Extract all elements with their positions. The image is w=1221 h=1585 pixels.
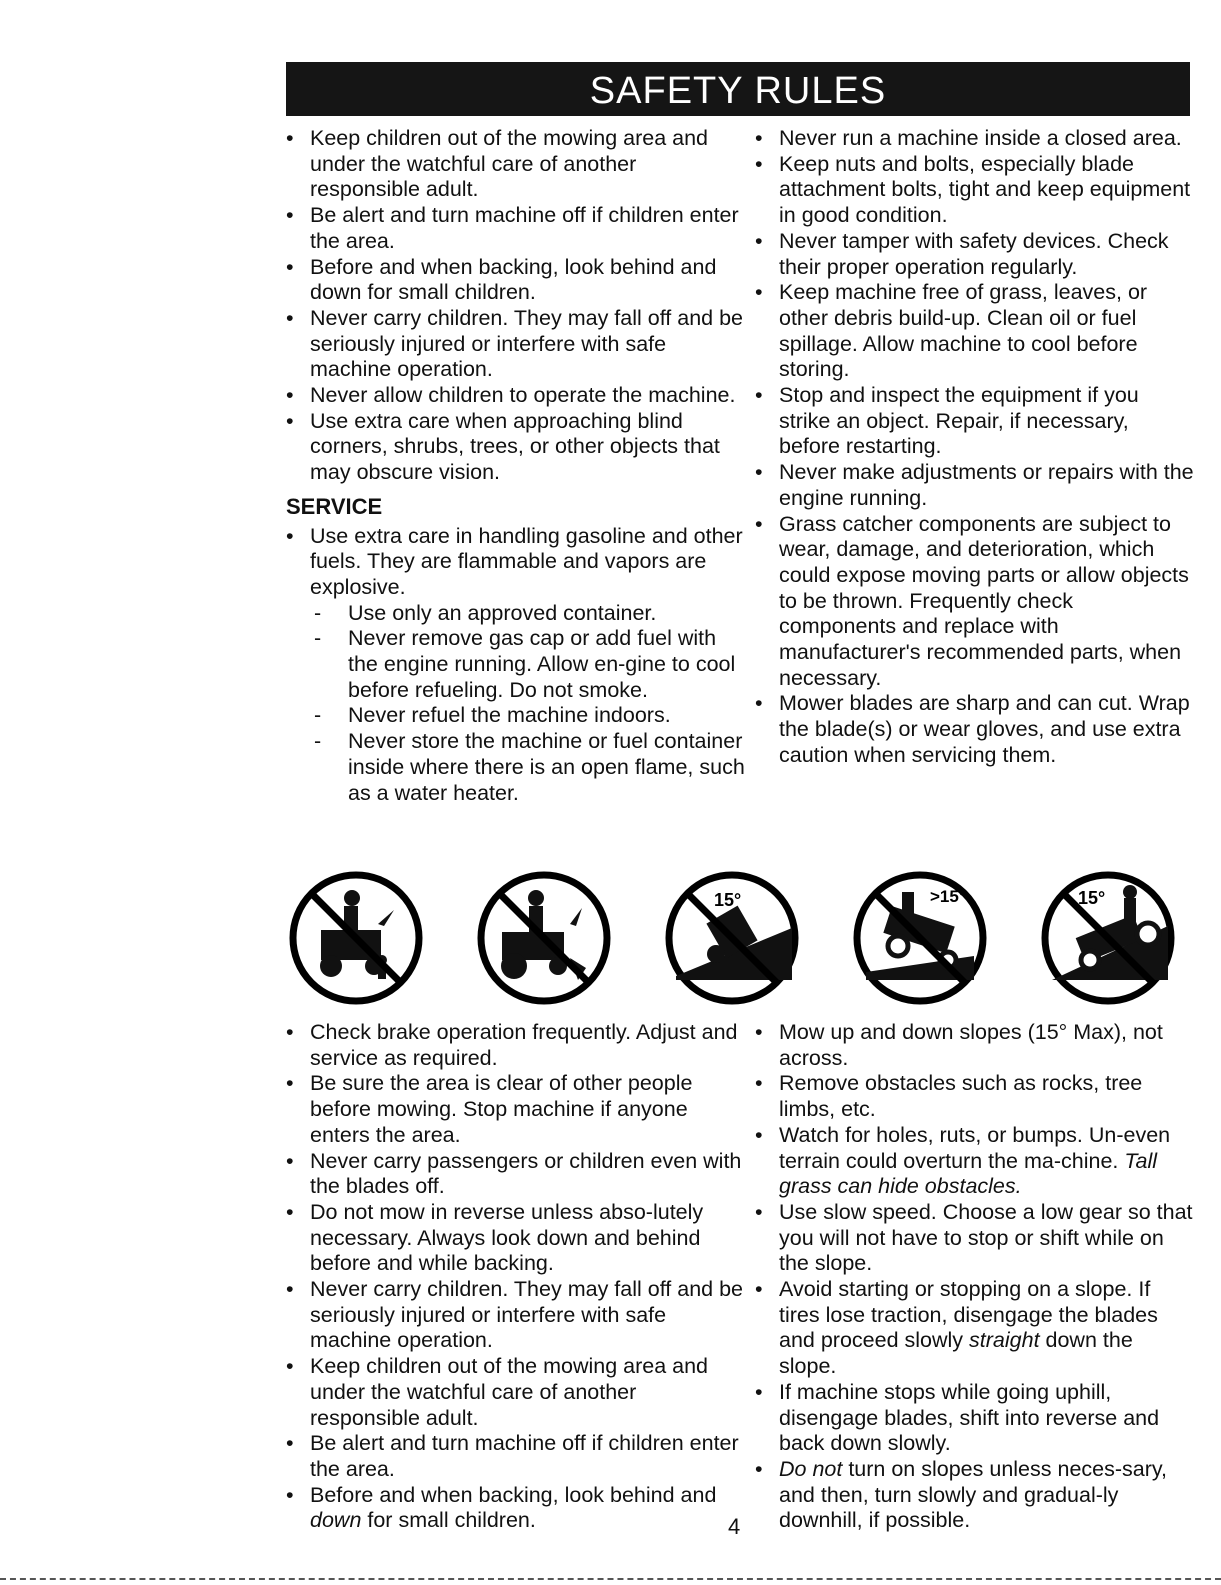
item-text: down the slope. xyxy=(779,1328,1133,1379)
list-item: • Keep children out of the mowing area and under the watchful care of another responsible adult. xyxy=(286,126,746,203)
emphasis-text: straight xyxy=(969,1328,1040,1353)
no-children-near-mower-icon xyxy=(286,868,426,1008)
list-item xyxy=(755,1457,1195,1534)
no-steep-slope-15-icon xyxy=(662,868,802,1008)
list-item: • Check brake operation frequently. Adjust and service as required. xyxy=(286,1020,746,1071)
maintenance-list xyxy=(755,126,1195,769)
no-tip-over-slope-15-icon xyxy=(850,868,990,1008)
emphasis-text: Tall grass can hide obstacles. xyxy=(779,1148,1158,1199)
list-item xyxy=(755,1277,1195,1380)
list-item: • Do not mow in reverse unless abso-lutely necessary. Always look down and behind before and while backing. xyxy=(286,1200,746,1277)
item-text: Avoid starting or stopping on a slope. If tires lose traction, disengage the blades and proceed slowly xyxy=(779,1277,1158,1353)
sub-list-item: - Never refuel the machine indoors. xyxy=(286,703,746,729)
emphasis-text: down xyxy=(310,1508,362,1533)
list-item: • Mower blades are sharp and can cut. Wrap the blade(s) or wear gloves, and use extra caution when servicing them. xyxy=(755,691,1195,768)
top-right-column xyxy=(755,126,1195,769)
bottom-right-column xyxy=(755,1020,1195,1534)
service-list xyxy=(286,524,746,807)
service-heading: SERVICE xyxy=(286,493,383,519)
no-reverse-over-child-icon xyxy=(474,868,614,1008)
list-item: • Be sure the area is clear of other people before mowing. Stop machine if anyone enters the area. xyxy=(286,1071,746,1148)
slope-angle-label: 15° xyxy=(1078,888,1106,908)
emphasis-text: Do not xyxy=(779,1456,843,1481)
list-item xyxy=(755,1123,1195,1200)
list-item: • If machine stops while going uphill, disengage blades, shift into reverse and back down slowly. xyxy=(755,1380,1195,1457)
list-item: • Keep nuts and bolts, especially blade attachment bolts, tight and keep equipment in good condition. xyxy=(755,152,1195,229)
slope-safety-list xyxy=(755,1020,1195,1534)
list-item: • Never carry passengers or children even with the blades off. xyxy=(286,1149,746,1200)
sub-list-item: - Never store the machine or fuel container inside where there is an open flame, such as a water heater. xyxy=(286,729,746,806)
list-item: • Remove obstacles such as rocks, tree limbs, etc. xyxy=(755,1071,1195,1122)
list-item: • Never carry children. They may fall off and be seriously injured or interfere with safe machine operation. xyxy=(286,1277,746,1354)
item-text: for small children. xyxy=(361,1508,536,1533)
item-text: turn on slopes unless neces-sary, and then, turn slowly and gradual-ly downhill, if possible. xyxy=(779,1456,1168,1533)
list-item: • Never carry children. They may fall off and be seriously injured or interfere with safe machine operation. xyxy=(286,306,746,383)
bottom-left-column xyxy=(286,1020,746,1534)
list-item: • Never tamper with safety devices. Check their proper operation regularly. xyxy=(755,229,1195,280)
item-text: Before and when backing, look behind and xyxy=(310,1482,717,1507)
top-left-column xyxy=(286,126,746,806)
list-item: • Keep children out of the mowing area and under the watchful care of another responsible adult. xyxy=(286,1354,746,1431)
sub-list-item: - Never remove gas cap or add fuel with the engine running. Allow en-gine to cool before refueling. Do not smoke. xyxy=(286,626,746,703)
list-item: • Never run a machine inside a closed area. xyxy=(755,126,1195,152)
list-item: • Never make adjustments or repairs with the engine running. xyxy=(755,460,1195,511)
list-item: • Grass catcher components are subject to wear, damage, and deterioration, which could expose moving parts or allow objects to be thrown. Frequently check components and replace with manufacturer's recommended parts, when necessary. xyxy=(755,512,1195,692)
list-item: • Be alert and turn machine off if children enter the area. xyxy=(286,1431,746,1482)
operation-list xyxy=(286,1020,746,1534)
item-text: Watch for holes, ruts, or bumps. Un-even terrain could overturn the ma-chine. xyxy=(779,1122,1171,1173)
list-item: • Before and when backing, look behind and down for small children. xyxy=(286,255,746,306)
list-item: • Use slow speed. Choose a low gear so that you will not have to stop or shift while on the slope. xyxy=(755,1200,1195,1277)
page-title: SAFETY RULES xyxy=(589,70,887,112)
page-bottom-divider xyxy=(0,1578,1221,1580)
list-item: • Mow up and down slopes (15° Max), not across. xyxy=(755,1020,1195,1071)
no-slope-over-15-icon xyxy=(1038,868,1178,1008)
list-item: • Stop and inspect the equipment if you strike an object. Repair, if necessary, before restarting. xyxy=(755,383,1195,460)
list-item xyxy=(286,1483,746,1534)
list-item: • Keep machine free of grass, leaves, or other debris build-up. Clean oil or fuel spillage. Allow machine to cool before storing. xyxy=(755,280,1195,383)
list-item: • Never allow children to operate the machine. xyxy=(286,383,746,409)
slope-angle-label: 15° xyxy=(714,890,742,910)
children-safety-list xyxy=(286,126,746,486)
section-title-banner xyxy=(286,62,1190,116)
slope-angle-label: >15° xyxy=(930,887,966,906)
page-number: 4 xyxy=(728,1514,741,1539)
list-item: • Use extra care in handling gasoline and other fuels. They are flammable and vapors are explosive. xyxy=(286,524,746,601)
list-item: • Be alert and turn machine off if children enter the area. xyxy=(286,203,746,254)
sub-list-item: - Use only an approved container. xyxy=(286,601,746,627)
list-item: • Use extra care when approaching blind corners, shrubs, trees, or other objects that may obscure vision. xyxy=(286,409,746,486)
safety-icons-row xyxy=(278,868,1198,1018)
